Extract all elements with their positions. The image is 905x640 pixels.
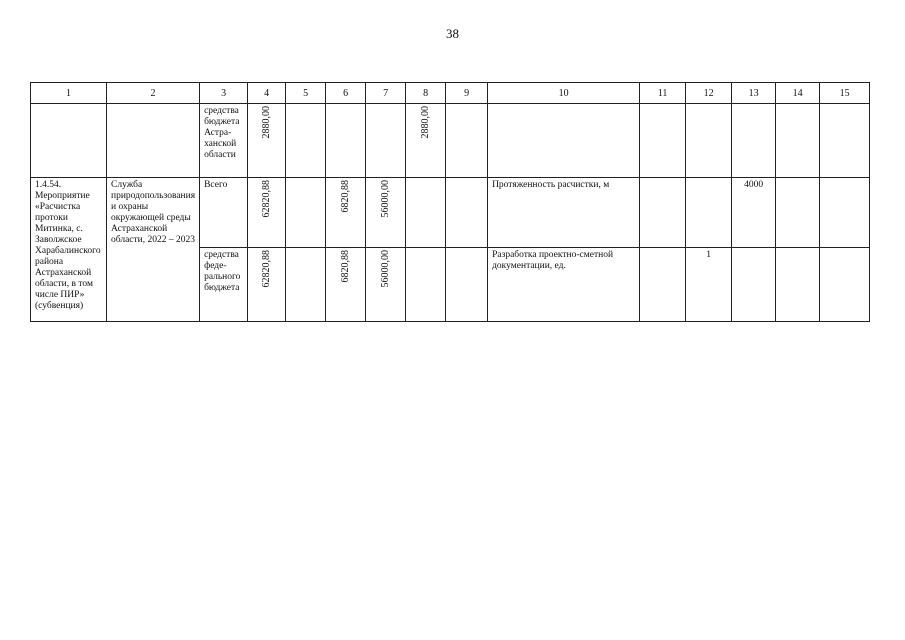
indicator-cell: Протяженность расчистки, м — [488, 178, 640, 248]
funding-source: Всего — [200, 178, 248, 248]
amount-value: 56000,00 — [379, 180, 391, 218]
indicator-cell: Разработка проектно-сметной документации, ед. — [488, 248, 640, 322]
col-header: 1 — [31, 83, 107, 104]
program-table — [30, 82, 870, 322]
target-cell — [732, 248, 776, 322]
target-cell — [640, 248, 686, 322]
amount-cell — [326, 104, 366, 178]
amount-cell — [248, 178, 286, 248]
target-cell: 4000 — [732, 178, 776, 248]
col-header: 12 — [686, 83, 732, 104]
col-header: 4 — [248, 83, 286, 104]
col-header: 3 — [200, 83, 248, 104]
target-cell — [820, 248, 870, 322]
amount-cell — [248, 104, 286, 178]
amount-cell — [446, 248, 488, 322]
amount-cell — [326, 178, 366, 248]
target-cell — [686, 178, 732, 248]
activity-cell — [31, 104, 107, 178]
header-row — [31, 83, 870, 104]
col-header: 10 — [488, 83, 640, 104]
table-row — [31, 104, 870, 178]
amount-cell — [286, 178, 326, 248]
target-cell — [820, 104, 870, 178]
amount-value: 62820,88 — [260, 250, 272, 288]
target-cell — [820, 178, 870, 248]
amount-value: 62820,88 — [260, 180, 272, 218]
amount-cell — [406, 248, 446, 322]
col-header: 5 — [286, 83, 326, 104]
target-cell — [776, 178, 820, 248]
target-cell — [640, 104, 686, 178]
amount-cell — [446, 104, 488, 178]
amount-cell — [366, 178, 406, 248]
amount-value: 2880,00 — [419, 106, 431, 139]
col-header: 13 — [732, 83, 776, 104]
target-cell — [640, 178, 686, 248]
amount-cell — [446, 178, 488, 248]
amount-value: 2880,00 — [260, 106, 272, 139]
target-cell — [776, 104, 820, 178]
amount-cell — [248, 248, 286, 322]
col-header: 2 — [107, 83, 200, 104]
col-header: 8 — [406, 83, 446, 104]
target-cell: 1 — [686, 248, 732, 322]
col-header: 7 — [366, 83, 406, 104]
target-cell — [686, 104, 732, 178]
amount-cell — [406, 178, 446, 248]
page-number: 38 — [446, 26, 459, 41]
funding-source: средства феде-рального бюджета — [200, 248, 248, 322]
amount-cell — [366, 104, 406, 178]
target-cell — [776, 248, 820, 322]
col-header: 6 — [326, 83, 366, 104]
amount-value: 6820,88 — [339, 250, 351, 283]
activity-cell: 1.4.54. Мероприятие «Расчистка протоки Митинка, с. Заволжское Харабалинского района Астраханской области, в том числе ПИР» (субвенция) — [31, 178, 107, 322]
target-cell — [732, 104, 776, 178]
amount-value: 56000,00 — [379, 250, 391, 288]
amount-cell — [326, 248, 366, 322]
col-header: 14 — [776, 83, 820, 104]
amount-value: 6820,88 — [339, 180, 351, 213]
col-header: 11 — [640, 83, 686, 104]
amount-cell — [286, 248, 326, 322]
executor-cell: Служба природопользования и охраны окружающей среды Астраханской области, 2022 – 2023 — [107, 178, 200, 322]
amount-cell — [366, 248, 406, 322]
table-row — [31, 178, 870, 248]
amount-cell — [286, 104, 326, 178]
funding-source: средства бюджета Астра-ханской области — [200, 104, 248, 178]
col-header: 15 — [820, 83, 870, 104]
indicator-cell — [488, 104, 640, 178]
col-header: 9 — [446, 83, 488, 104]
amount-cell — [406, 104, 446, 178]
executor-cell — [107, 104, 200, 178]
